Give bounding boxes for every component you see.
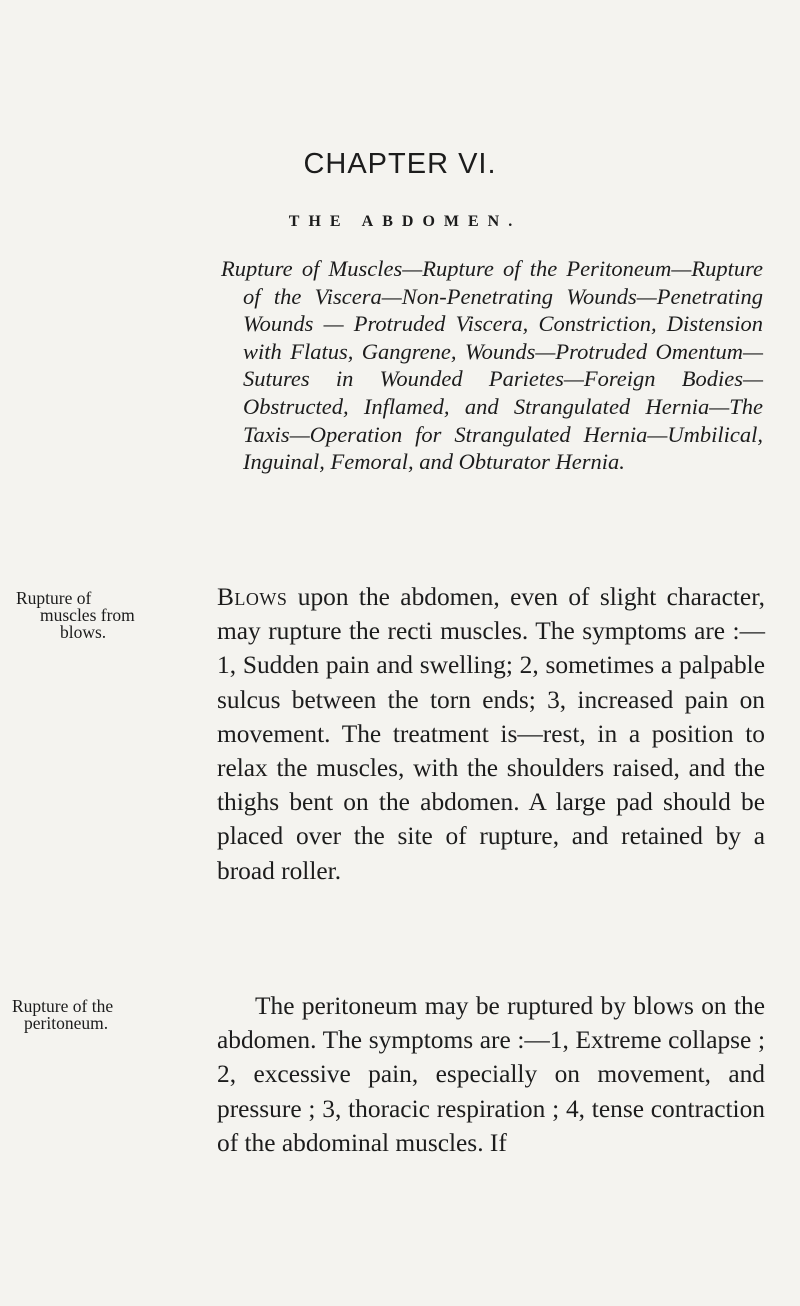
paragraph-rupture-of-muscles (217, 580, 765, 888)
side-note-line: muscles from (40, 605, 135, 625)
side-note-line: blows. (60, 622, 107, 642)
side-note-rupture-of-muscles (12, 590, 208, 641)
side-note-line: Rupture of the (12, 996, 114, 1016)
side-note-line: peritoneum. (24, 1013, 109, 1033)
section-heading: THE ABDOMEN. (288, 213, 522, 230)
side-note-line: Rupture of (16, 588, 92, 608)
paragraph-lead-word: Blows (217, 583, 288, 611)
paragraph-rupture-of-peritoneum: The peritoneum may be ruptured by blows on the abdomen. The symptoms are :—1, Extreme collapse ; 2, excessive pain, especially on movement, and pressure ; 3, thoracic respiration ; 4, tense contraction of the abdominal muscles. If (217, 992, 765, 1157)
chapter-heading: CHAPTER VI. (303, 148, 497, 180)
paragraph-text: upon the abdomen, even of slight character, may rupture the recti muscles. The symptoms are :—1, Sudden pain and swelling; 2, sometimes a palpable sulcus between the torn ends; 3, increased pain on movement. The treatment is—rest, in a position to relax the muscles, with the shoulders raised, and the thighs bent on the abdomen. A large pad should be placed over the site of rupture, and retained by a broad roller. (217, 583, 765, 885)
chapter-synopsis: Rupture of Muscles—Rupture of the Peritoneum—Rupture of the Viscera—Non-Penetrating Wounds—Penetrating Wounds — Protruded Viscera, Constriction, Distension with Flatus, Gangrene, Wounds—Protruded Omentum—Sutures in Wounded Parietes—Foreign Bodies—Obstructed, Inflamed, and Strangulated Hernia—The Taxis—Operation for Strangulated Hernia—Umbilical, Inguinal, Femoral, and Obturator Hernia. (221, 256, 763, 475)
side-note-rupture-of-peritoneum (12, 998, 208, 1032)
